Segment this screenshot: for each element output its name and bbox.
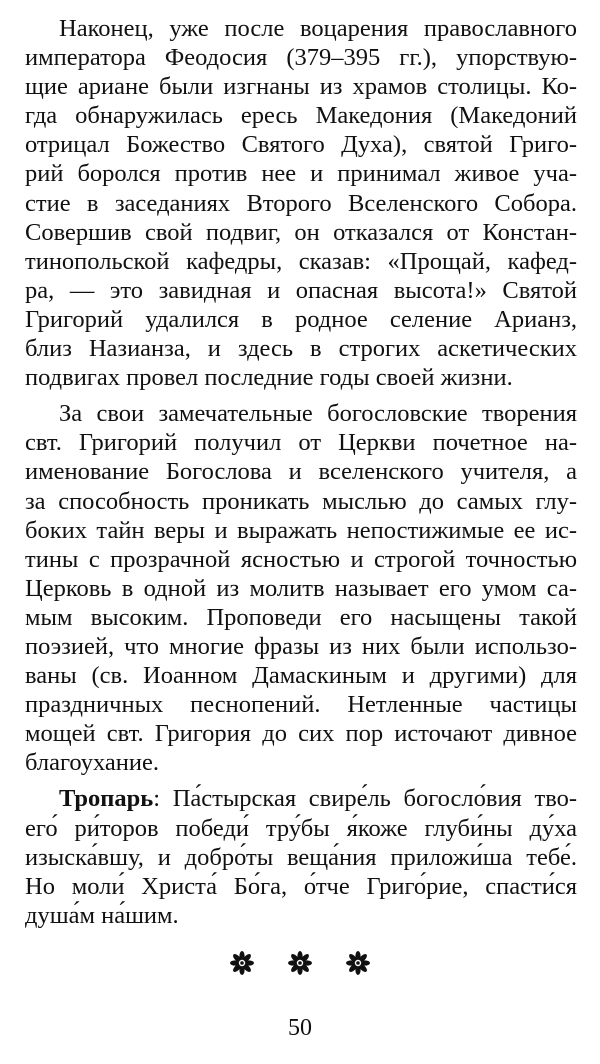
text-line: мым высоким. Проповеди его насыщены такой bbox=[25, 603, 577, 631]
text-line: Григорий удалился в родное селение Арианз, bbox=[25, 305, 577, 333]
asterism-flower-icon bbox=[229, 950, 255, 976]
text-line: тины с прозрачной ясностью и строгой точностью bbox=[25, 545, 577, 573]
troparion-first-line-text: : Па́стырская свире́ль богосло́вия тво- bbox=[153, 785, 577, 813]
text-line: императора Феодосия (379–395 гг.), упорствую- bbox=[25, 44, 577, 72]
text-line: праздничных песнопений. Нетленные частицы bbox=[25, 691, 577, 719]
text-line: рий боролся против нее и принимал живое уча- bbox=[25, 160, 577, 188]
troparion-label: Тропарь bbox=[59, 785, 154, 813]
section-divider-ornaments bbox=[0, 950, 600, 976]
paragraph-2 bbox=[25, 399, 577, 777]
troparion-first-line bbox=[25, 784, 577, 813]
paragraph-1 bbox=[25, 14, 577, 392]
text-line: его́ ри́торов победи́ тру́бы я́коже глуби́ны ду́ха bbox=[25, 814, 577, 842]
text-line: поэзией, что многие фразы из них были использо- bbox=[25, 632, 577, 660]
text-line: ра, — это завидная и опасная высота!» Святой bbox=[25, 276, 577, 304]
text-line: за способность проникать мыслью до самых глу- bbox=[25, 487, 577, 515]
text-line: Наконец, уже после воцарения православного bbox=[59, 15, 577, 42]
text-line: подвигах провел последние годы своей жизни. bbox=[25, 364, 513, 392]
page-number: 50 bbox=[288, 1015, 312, 1041]
text-line: душа́м на́шим. bbox=[25, 901, 179, 929]
text-line: изыска́вшу, и добро́ты веща́ния приложи́ша тебе́. bbox=[25, 843, 577, 871]
text-line: свт. Григорий получил от Церкви почетное на- bbox=[25, 429, 577, 457]
text-line: именование Богослова и вселенского учителя, а bbox=[25, 458, 577, 486]
asterism-flower-icon bbox=[345, 950, 371, 976]
text-line: Церковь в одной из молитв называет его умом са- bbox=[25, 574, 577, 602]
text-line: гда обнаружилась ересь Македония (Македоний bbox=[25, 102, 577, 130]
text-line: тинопольской кафедры, сказав: «Прощай, кафед- bbox=[25, 247, 577, 275]
text-line: благоухание. bbox=[25, 749, 159, 777]
text-line: стие в заседаниях Второго Вселенского Собора. bbox=[25, 189, 577, 217]
text-line: Но моли́ Христа́ Бо́га, о́тче Григо́рие, спасти́ся bbox=[25, 872, 577, 900]
asterism-flower-icon bbox=[287, 950, 313, 976]
page-body bbox=[25, 14, 577, 930]
text-line: боких тайн веры и выражать непостижимые ее ис- bbox=[25, 516, 577, 544]
paragraph-spacer bbox=[25, 392, 577, 399]
text-line: Совершив свой подвиг, он отказался от Констан- bbox=[25, 218, 577, 246]
text-line: щие ариане были изгнаны из храмов столицы. Ко- bbox=[25, 73, 577, 101]
troparion bbox=[25, 784, 577, 929]
paragraph-spacer bbox=[25, 777, 577, 784]
text-line: ваны (св. Иоанном Дамаскиным и другими) для bbox=[25, 662, 577, 690]
text-line: отрицал Божество Святого Духа), святой Григо- bbox=[25, 131, 577, 159]
text-line: мощей свт. Григория до сих пор источают дивное bbox=[25, 720, 577, 748]
text-line: близ Назианза, и здесь в строгих аскетических bbox=[25, 335, 577, 363]
text-line: За свои замечательные богословские творения bbox=[59, 400, 577, 428]
